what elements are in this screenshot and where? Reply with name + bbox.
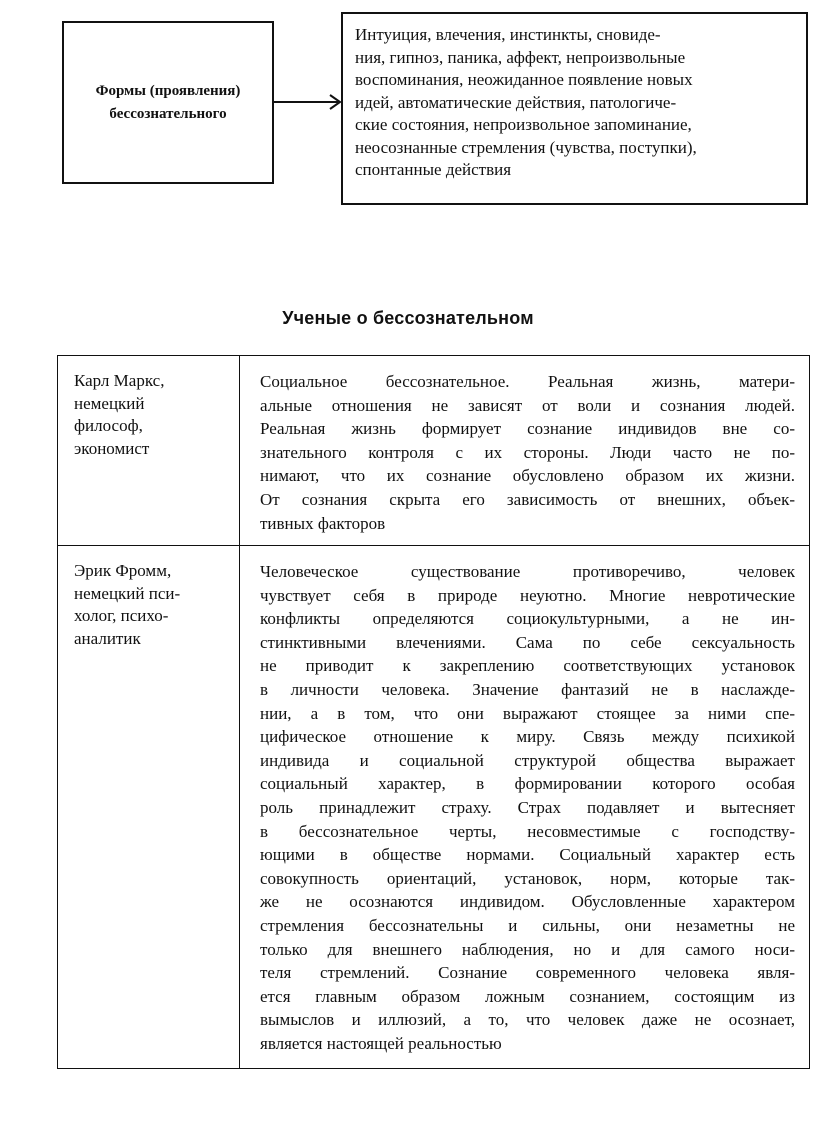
arrow-right-icon bbox=[274, 92, 344, 112]
scientist-name-line: Эрик Фромм, bbox=[74, 561, 172, 580]
table-row bbox=[58, 356, 810, 546]
scientist-name-line: немецкий bbox=[74, 393, 145, 413]
forms-label: Формы (проявления) бессознательного bbox=[95, 82, 241, 122]
description-line: тивных факторов bbox=[260, 513, 386, 533]
forms-box bbox=[62, 21, 274, 184]
description-line: чувствует себя в природе неуютно. Многие невротические bbox=[260, 585, 795, 605]
forms-line: спонтанные действия bbox=[355, 160, 512, 179]
description-line: вымыслов и иллюзий, а то, что человек даже не осознает, bbox=[260, 1010, 795, 1030]
description-line: ется главным образом ложным сознанием, состоящим из bbox=[260, 986, 795, 1006]
description-line: индивида и социальной структурой общества выражает bbox=[260, 750, 795, 770]
forms-line: Интуиция, влечения, инстинкты, сновиде- bbox=[355, 25, 661, 44]
description-line: только для внешнего наблюдения, но и для самого носи- bbox=[260, 939, 795, 959]
forms-line: воспоминания, неожиданное появление новых bbox=[355, 70, 693, 89]
description-line: в личности человека. Значение фантазий не в наслажде- bbox=[260, 679, 795, 699]
description-line: является настоящей реальностью bbox=[260, 1033, 502, 1053]
scientists-table bbox=[57, 355, 810, 1069]
scientist-name-cell bbox=[58, 546, 240, 1069]
description-line: нимают, что их сознание обусловлено образом их жизни. bbox=[260, 466, 795, 486]
description-line: Социальное бессознательное. Реальная жизнь, матери- bbox=[260, 372, 795, 391]
scientist-name-cell bbox=[58, 356, 240, 546]
description-line: социальный характер, в формировании которого особая bbox=[260, 774, 795, 794]
scientist-name-line: холог, психо- bbox=[74, 606, 169, 625]
forms-line: идей, автоматические действия, патологиче- bbox=[355, 92, 677, 112]
scientist-name-line: философ, bbox=[74, 416, 143, 435]
description-line: в бессознательное черты, несовместимые с господству- bbox=[260, 821, 795, 841]
description-line: стинктивными влечениями. Сама по себе сексуальность bbox=[260, 632, 795, 652]
description-line: стремления бессознательны и сильны, они незаметны не bbox=[260, 915, 795, 935]
scientist-name-line: немецкий пси- bbox=[74, 583, 181, 603]
table-row bbox=[58, 546, 810, 1069]
description-line: же не осознаются индивидом. Обусловленные характером bbox=[260, 892, 795, 912]
description-line: альные отношения не зависят от воли и сознания людей. bbox=[260, 395, 795, 415]
scientist-name-line: Карл Маркс, bbox=[74, 371, 165, 390]
description-line: Человеческое существование противоречиво, человек bbox=[260, 562, 795, 581]
description-line: От сознания скрыта его зависимость от внешних, объек- bbox=[260, 489, 795, 509]
forms-line: ские состояния, непроизвольное запоминание, bbox=[355, 115, 692, 134]
scientist-name-line: экономист bbox=[74, 438, 150, 458]
description-line: теля стремлений. Сознание современного человека явля- bbox=[260, 963, 795, 983]
description-line: совокупность ориентаций, установок, норм, которые так- bbox=[260, 868, 795, 888]
forms-line: ния, гипноз, паника, аффект, непроизвольные bbox=[355, 47, 686, 67]
description-line: не приводит к закреплению соответствующих установок bbox=[260, 656, 795, 676]
description-line: знательного контроля с их стороны. Люди часто не по- bbox=[260, 442, 795, 462]
forms-list-box bbox=[341, 12, 808, 205]
description-line: нии, а в том, что они выражают стоящее за ними спе- bbox=[260, 703, 795, 723]
scientist-description-cell bbox=[240, 356, 810, 546]
description-line: ющими в обществе нормами. Социальный характер есть bbox=[260, 845, 795, 865]
description-line: конфликты определяются социокультурными, а не ин- bbox=[260, 609, 795, 629]
description-line: цифическое отношение к миру. Связь между психикой bbox=[260, 727, 795, 747]
forms-line: неосознанные стремления (чувства, поступки), bbox=[355, 137, 697, 157]
table-title: Ученые о бессознательном bbox=[282, 308, 534, 328]
description-line: Реальная жизнь формирует сознание индивидов вне со- bbox=[260, 419, 795, 439]
description-line: роль принадлежит страху. Страх подавляет и вытесняет bbox=[260, 797, 795, 817]
scientist-name-line: аналитик bbox=[74, 628, 141, 648]
scientist-description-cell bbox=[240, 546, 810, 1069]
